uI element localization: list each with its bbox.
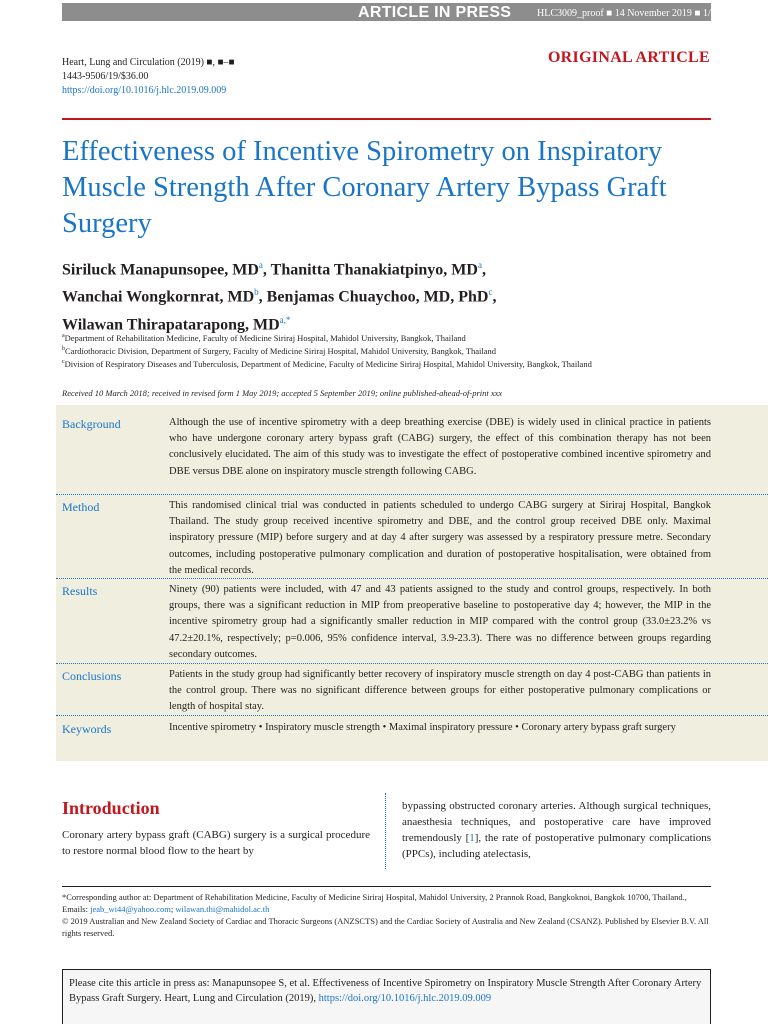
- email-link[interactable]: wilawan.thi@mahidol.ac.th: [175, 904, 270, 914]
- corresponding-author-text: *Corresponding author at: Department of Rehabilitation Medicine, Faculty of Medicine Siriraj Hospital, Mahidol University, 2 Prannok Road, Bangkoknoi, Bangkok 10700, Thailand., Emails:: [62, 892, 687, 914]
- abstract-box: [56, 405, 768, 761]
- journal-info: [62, 56, 235, 98]
- journal-citation: Heart, Lung and Circulation (2019) ■, ■–■: [62, 57, 235, 68]
- author-list: [62, 254, 712, 336]
- abstract-method: [56, 495, 768, 579]
- author-affil-sup: b: [254, 287, 259, 298]
- citation-doi-link[interactable]: https://doi.org/10.1016/j.hlc.2019.09.009: [318, 993, 492, 1004]
- journal-issn: 1443-9506/19/$36.00: [62, 71, 149, 82]
- abstract-conclusions: [56, 664, 768, 716]
- citation-text: Please cite this article in press as: Manapunsopee S, et al. Effectiveness of Incentive Spirometry on Inspiratory Muscle Strength After Coronary Artery Bypass Graft Surgery. Heart, Lung and Circulation (2019),: [69, 978, 702, 1004]
- affiliation-sup: b: [62, 345, 65, 352]
- abstract-background: [56, 405, 768, 495]
- author-name: Wilawan Thirapatarapong, MD: [62, 315, 280, 333]
- affiliation-item: [62, 331, 712, 344]
- citation-box: [62, 969, 711, 1024]
- author-name: Benjamas Chuaychoo, MD, PhD: [266, 288, 489, 306]
- proof-info: HLC3009_proof ■ 14 November 2019 ■ 1/7: [537, 8, 716, 19]
- affiliations: [62, 331, 712, 369]
- author-separator: ,: [481, 261, 486, 279]
- affiliation-item: [62, 357, 712, 370]
- abstract-text: Although the use of incentive spirometry with a deep breathing exercise (DBE) is widely used in clinical practice in patients who have undergone coronary artery bypass graft (CABG) surgery, the effect of this combination therapy has not been conclusively elucidated. The aim of this study was to investigate the effect of postoperative combined incentive spirometry and DBE versus DBE alone on inspiratory muscle strength following CABG.: [169, 417, 711, 477]
- abstract-results: [56, 579, 768, 664]
- header-divider: [62, 118, 711, 120]
- author-affil-sup: a,*: [279, 314, 291, 325]
- introduction-text: bypassing obstructed coronary arteries. Although surgical techniques, anaesthesia techniques, and postoperative care have improved tremendously [: [402, 800, 711, 844]
- corresponding-author-note: [62, 891, 712, 915]
- abstract-label: Background: [62, 417, 121, 431]
- article-in-press-label: ARTICLE IN PRESS: [358, 4, 512, 21]
- email-separator: ;: [170, 904, 176, 914]
- author-name: Thanitta Thanakiatpinyo, MD: [270, 261, 478, 279]
- author-affil-sup: a: [477, 260, 482, 270]
- journal-doi-link[interactable]: https://doi.org/10.1016/j.hlc.2019.09.009: [62, 85, 227, 96]
- article-title: Effectiveness of Incentive Spirometry on Inspiratory Muscle Strength After Coronary Artery Bypass Graft Surgery: [62, 136, 667, 239]
- footnote-divider: [62, 886, 711, 887]
- affiliation-text: Department of Rehabilitation Medicine, Faculty of Medicine Siriraj Hospital, Mahidol University, Bangkok, Thailand: [64, 332, 466, 343]
- article-type: ORIGINAL ARTICLE: [547, 49, 710, 66]
- author-affil-sup: c: [488, 287, 493, 298]
- author-separator: ,: [258, 288, 267, 306]
- introduction-heading: Introduction: [62, 798, 160, 818]
- author-name: Wanchai Wongkornrat, MD: [62, 288, 255, 306]
- introduction-left-column: Coronary artery bypass graft (CABG) surgery is a surgical procedure to restore normal blood flow to the heart by: [62, 829, 370, 857]
- abstract-text: Ninety (90) patients were included, with 47 and 43 patients assigned to the study and control groups, respectively. In both groups, there was a significant reduction in MIP from preoperative baseline to postoperative day 4; however, the MIP in the incentive spirometry group had a significantly smaller reduction in MIP compared with the control group (33.0±23.2% vs 47.2±20.1%, respectively; p=0.006, 95% confidence interval, 3.9-23.3). There was no difference between groups regarding secondary outcomes.: [169, 584, 711, 660]
- abstract-text: Incentive spirometry • Inspiratory muscle strength • Maximal inspiratory pressure • Coronary artery bypass graft surgery: [169, 722, 676, 733]
- abstract-keywords: [56, 716, 768, 761]
- article-in-press-bar: [62, 3, 716, 21]
- affiliation-text: Cardiothoracic Division, Department of Surgery, Faculty of Medicine Siriraj Hospital, Mahidol University, Bangkok, Thailand: [65, 345, 497, 356]
- abstract-label: Conclusions: [62, 669, 122, 683]
- author-affil-sup: a: [258, 260, 263, 270]
- copyright-note: © 2019 Australian and New Zealand Society of Cardiac and Thoracic Surgeons (ANZSCTS) and the Cardiac Society of Australia and New Zealand (CSANZ). Published by Elsevier B.V. All rights reserved.: [62, 916, 709, 938]
- affiliation-sup: c: [62, 358, 65, 365]
- affiliation-sup: a: [62, 333, 65, 339]
- abstract-label: Results: [62, 584, 98, 598]
- author-separator: ,: [492, 288, 497, 306]
- abstract-text: This randomised clinical trial was conducted in patients scheduled to undergo CABG surgery at Siriraj Hospital, Bangkok Thailand. The study group received incentive spirometry and DBE, and the control group received DBE only. Maximal inspiratory pressure (MIP) before surgery and at day 4 after surgery was assessed by a respiratory pressure metre. Secondary outcomes, including postoperative pulmonary complication and duration of postoperative hospitalisation, were obtained from the medical records.: [169, 500, 711, 576]
- author-name: Siriluck Manapunsopee, MD: [62, 261, 259, 279]
- column-divider: [385, 793, 386, 869]
- affiliation-item: [62, 344, 712, 357]
- introduction-text: ], the rate of postoperative pulmonary complications (PPCs), including atelectasis,: [402, 832, 711, 860]
- affiliation-text: Division of Respiratory Diseases and Tuberculosis, Department of Medicine, Faculty of Medicine Siriraj Hospital, Mahidol University, Bangkok, Thailand: [64, 358, 592, 369]
- footnotes: [62, 891, 712, 939]
- abstract-text: Patients in the study group had significantly better recovery of inspiratory muscle strength on day 4 post-CABG than patients in the control group. There was no significant difference between groups for either postoperative pulmonary complications or length of hospital stay.: [169, 669, 711, 713]
- reference-link[interactable]: 1: [469, 832, 475, 844]
- abstract-label: Method: [62, 500, 100, 514]
- received-dates: Received 10 March 2018; received in revised form 1 May 2019; accepted 5 September 2019; online published-ahead-of-print xxx: [62, 388, 503, 398]
- email-link[interactable]: jeab_wi44@yahoo.com: [90, 904, 171, 914]
- introduction-right-column: [402, 798, 711, 862]
- author-separator: ,: [262, 261, 271, 279]
- abstract-label: Keywords: [62, 722, 112, 736]
